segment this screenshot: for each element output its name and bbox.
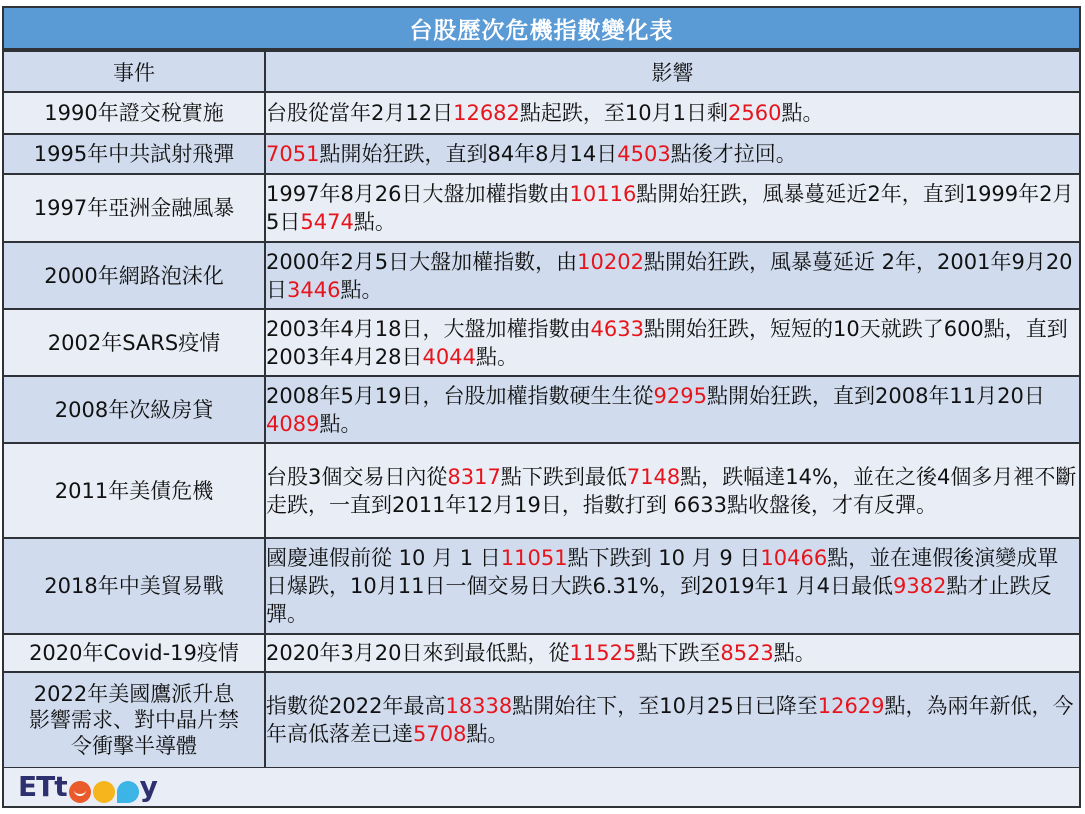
- header-impact: 影響: [265, 51, 1079, 92]
- index-value: 10116: [569, 182, 637, 206]
- impact-cell: [265, 242, 1079, 309]
- impact-text: 2003年4月18日，大盤加權指數由: [266, 316, 591, 341]
- index-value: 12682: [453, 101, 520, 125]
- impact-text: 點下跌至: [636, 641, 721, 665]
- impact-cell: [265, 634, 1079, 672]
- impact-text: 點開始狂跌，短短的10天就跌了600點，直到2003年4月28日: [266, 316, 1068, 369]
- table-row: [4, 672, 1079, 768]
- impact-text: 點後才拉回。: [670, 142, 797, 166]
- index-value: 11051: [500, 546, 568, 570]
- impact-text: 2020年3月20日來到最低點，從: [266, 641, 570, 665]
- impact-text: 點，跌幅達14%，並在之後4個多月裡不斷走跌，一直到2011年12月19日，指數打到 6633點收盤後，才有反彈。: [266, 464, 1077, 517]
- index-value: 7051: [266, 142, 320, 166]
- index-value: 2560: [728, 101, 782, 125]
- event-line: 2022年美國鷹派升息: [33, 682, 235, 706]
- index-value: 9295: [653, 383, 707, 408]
- impact-text: 1997年8月26日大盤加權指數由: [266, 182, 570, 206]
- event-cell: 2002年SARS疫情: [4, 309, 265, 376]
- footer: [4, 768, 1079, 806]
- event-cell: 1995年中共試射飛彈: [4, 134, 265, 174]
- table-row: [4, 92, 1079, 134]
- index-value: 5708: [413, 722, 467, 746]
- impact-text: 點才止跌反彈。: [266, 574, 1052, 626]
- table-row: [4, 376, 1079, 443]
- impact-text: 指數從2022年最高: [266, 694, 446, 718]
- impact-text: 點。: [773, 641, 816, 665]
- impact-text: 點，為兩年新低，今年高低落差已達: [266, 694, 1074, 746]
- index-value: 4044: [422, 344, 476, 369]
- crisis-table-sheet: [2, 6, 1081, 808]
- impact-cell: [265, 672, 1079, 768]
- ettoday-logo: [18, 770, 157, 803]
- impact-text: 點開始狂跌，直到2008年11月20日: [706, 383, 1045, 408]
- impact-text: 點。: [475, 344, 518, 369]
- event-cell: 2018年中美貿易戰: [4, 538, 265, 634]
- impact-text: 點。: [466, 722, 509, 746]
- impact-cell: [265, 443, 1079, 538]
- index-value: 7148: [626, 464, 681, 489]
- event-line: 令衝擊半導體: [71, 734, 197, 758]
- table-row: [4, 134, 1079, 174]
- impact-cell: [265, 309, 1079, 376]
- table-row: [4, 174, 1079, 242]
- index-value: 8523: [720, 641, 774, 665]
- index-value: 3446: [287, 277, 341, 302]
- impact-cell: [265, 174, 1079, 242]
- event-cell: 2000年網路泡沫化: [4, 242, 265, 309]
- index-value: 5474: [300, 210, 354, 234]
- impact-text: 點。: [781, 101, 824, 125]
- table-row: [4, 443, 1079, 538]
- header-row: [4, 51, 1079, 92]
- impact-text: 點，並在連假後演變成單日爆跌，10月11日一個交易日大跌6.31%，到2019年1 月4日最低: [266, 546, 1059, 598]
- impact-text: 點起跌，至10月1日剩: [519, 101, 728, 125]
- event-cell: 2008年次級房貸: [4, 376, 265, 443]
- event-cell: 2020年Covid-19疫情: [4, 634, 265, 672]
- event-cell: 2011年美債危機: [4, 443, 265, 538]
- table-row: [4, 309, 1079, 376]
- impact-text: 點下跌到 10 月 9 日: [567, 546, 761, 570]
- index-value: 12629: [817, 694, 885, 718]
- impact-text: 點開始狂跌，直到84年8月14日: [319, 142, 618, 166]
- index-value: 18338: [445, 694, 513, 718]
- event-cell: 1997年亞洲金融風暴: [4, 174, 265, 242]
- impact-text: 2008年5月19日，台股加權指數硬生生從: [266, 383, 654, 408]
- impact-text: 國慶連假前從 10 月 1 日: [266, 546, 501, 570]
- table-row: [4, 634, 1079, 672]
- table-title: 台股歷次危機指數變化表: [4, 8, 1079, 50]
- table-row: [4, 242, 1079, 309]
- impact-cell: [265, 134, 1079, 174]
- index-value: 4503: [617, 142, 671, 166]
- logo-t: t: [54, 770, 67, 803]
- impact-text: 台股從當年2月12日: [266, 101, 454, 125]
- impact-text: 點開始狂跌，風暴蔓延近2年，直到1999年2月5日: [266, 182, 1074, 234]
- header-event: 事件: [4, 51, 265, 92]
- impact-cell: [265, 376, 1079, 443]
- impact-text: 點開始狂跌，風暴蔓延近 2年，2001年9月20日: [266, 249, 1073, 302]
- impact-text: 台股3個交易日內從: [266, 464, 448, 489]
- impact-cell: [265, 538, 1079, 634]
- impact-cell: [265, 92, 1079, 134]
- impact-text: 點下跌到最低: [500, 464, 627, 489]
- index-value: 4633: [590, 316, 644, 341]
- index-value: 8317: [447, 464, 501, 489]
- smiley-face-icon: [69, 781, 91, 803]
- index-value: 4089: [266, 411, 320, 436]
- logo-et: ET: [18, 770, 55, 803]
- chat-bubble-icon: [117, 781, 139, 803]
- table-body: [4, 92, 1079, 768]
- index-value: 9382: [893, 574, 947, 598]
- logo-y: y: [139, 770, 157, 803]
- heart-face-icon: [93, 781, 115, 803]
- event-cell: [4, 672, 265, 768]
- impact-text: 2000年2月5日大盤加權指數，由: [266, 249, 578, 274]
- event-cell: 1990年證交稅實施: [4, 92, 265, 134]
- index-value: 10202: [577, 249, 644, 274]
- index-value: 10466: [760, 546, 828, 570]
- impact-text: 點。: [340, 277, 383, 302]
- index-value: 11525: [569, 641, 637, 665]
- event-line: 影響需求、對中晶片禁: [29, 708, 239, 732]
- impact-text: 點開始往下，至10月25日已降至: [512, 694, 818, 718]
- crisis-table: [4, 50, 1079, 769]
- table-row: [4, 538, 1079, 634]
- impact-text: 點。: [319, 411, 362, 436]
- impact-text: 點。: [353, 210, 396, 234]
